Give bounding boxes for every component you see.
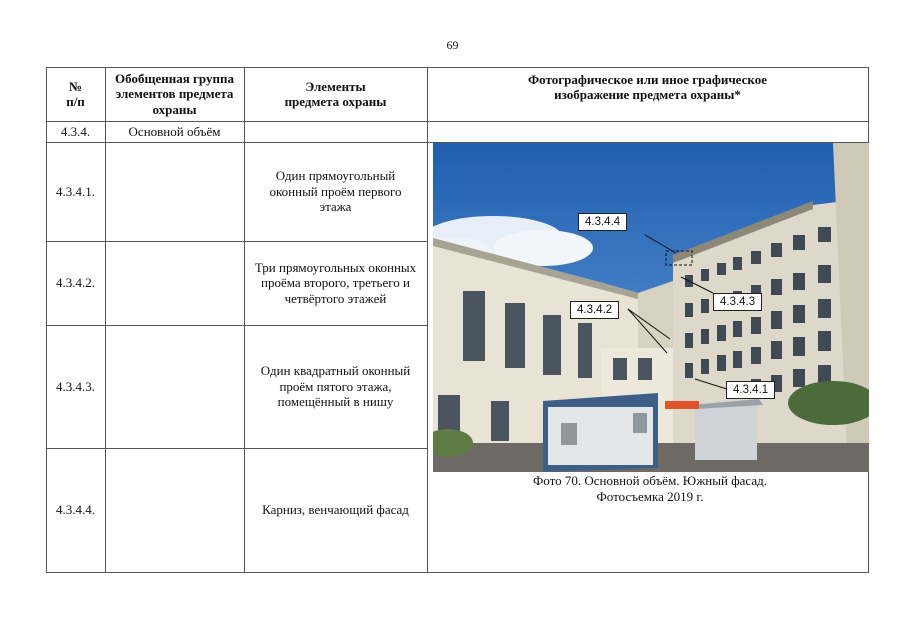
row-number: 4.3.4.3.: [56, 378, 95, 394]
row-element: Один прямоугольный оконный проём первого этажа: [269, 168, 402, 215]
header-image: Фотографическое или иное графическое изображение предмета охраны*: [528, 71, 767, 102]
section-number: 4.3.4.: [60, 123, 91, 139]
protection-table: [46, 67, 869, 573]
facade-photo: [433, 143, 869, 472]
row-element: Карниз, венчающий фасад: [262, 502, 409, 518]
callout-4-3-4-1: 4.3.4.1: [726, 381, 775, 399]
callout-4-3-4-2: 4.3.4.2: [570, 301, 619, 319]
photo-caption: Фото 70. Основной объём. Южный фасад. Фотосъемка 2019 г.: [533, 473, 767, 504]
row-number: 4.3.4.1.: [56, 183, 95, 199]
row-element: Один квадратный оконный проём пятого этажа, помещённый в нишу: [260, 363, 411, 410]
page-number: 69: [446, 38, 459, 52]
header-elements: Элементы предмета охраны: [284, 78, 387, 109]
row-number: 4.3.4.2.: [56, 275, 95, 291]
row-element: Три прямоугольных оконных проёма второго, третьего и четвёртого этажей: [254, 259, 417, 306]
callout-4-3-4-3: 4.3.4.3: [713, 293, 762, 311]
header-number: № п/п: [66, 78, 85, 109]
row-number: 4.3.4.4.: [56, 502, 95, 518]
section-group: Основной объём: [128, 123, 221, 139]
callout-4-3-4-4: 4.3.4.4: [578, 213, 627, 231]
header-group: Обобщенная группа элементов предмета охраны: [115, 70, 234, 117]
